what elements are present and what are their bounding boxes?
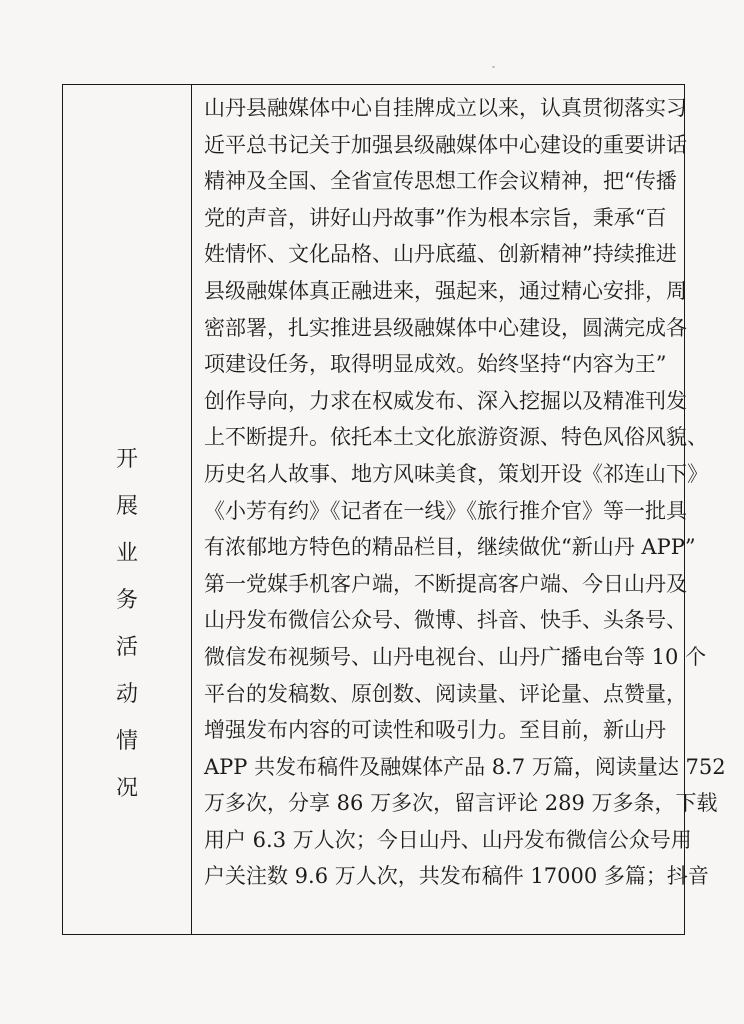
text-line: 有浓郁地方特色的精品栏目，继续做优“新山丹 APP”: [204, 535, 696, 560]
label-char: 务: [115, 588, 138, 613]
text-line: 增强发布内容的可读性和吸引力。至目前，新山丹: [204, 718, 666, 743]
text-line: 县级融媒体真正融进来，强起来，通过精心安排，周: [204, 278, 687, 303]
text-line: 《小芳有约》《记者在一线》《旅行推介官》等一批具: [204, 498, 687, 523]
text-line: 近平总书记关于加强县级融媒体中心建设的重要讲话: [204, 132, 687, 157]
row-label-vertical: [63, 449, 191, 825]
text-line: 第一党媒手机客户端，不断提高客户端、今日山丹及: [204, 571, 687, 596]
label-char: 活: [115, 635, 138, 660]
label-char: 展: [115, 494, 138, 519]
text-line: 平台的发稿数、原创数、阅读量、评论量、点赞量，: [204, 681, 687, 706]
label-char: 情: [115, 729, 138, 754]
text-line: 历史名人故事、地方风味美食，策划开设《祁连山下》: [204, 461, 708, 486]
text-line: 户关注数 9.6 万人次，共发布稿件 17000 多篇；抖音: [204, 864, 709, 889]
label-char: 业: [115, 541, 138, 566]
form-table: [62, 84, 726, 935]
label-char: 动: [115, 682, 138, 707]
content-cell: [192, 85, 726, 934]
scan-speck: [492, 66, 495, 68]
text-line: 用户 6.3 万人次；今日山丹、山丹发布微信公众号用: [204, 827, 692, 852]
label-char: 况: [115, 776, 138, 801]
body-paragraph: [204, 90, 726, 895]
text-line: 微信发布视频号、山丹电视台、山丹广播电台等 10 个: [204, 644, 707, 669]
text-line: 项建设任务，取得明显成效。始终坚持“内容为王”: [204, 352, 667, 377]
text-line: APP 共发布稿件及融媒体产品 8.7 万篇，阅读量达 752: [204, 754, 726, 779]
text-line: 上不断提升。依托本土文化旅游资源、特色风俗风貌、: [204, 425, 708, 450]
label-cell: [63, 85, 192, 934]
text-line: 山丹县融媒体中心自挂牌成立以来，认真贯彻落实习: [204, 96, 687, 120]
text-line: 密部署，扎实推进县级融媒体中心建设，圆满完成各: [204, 315, 687, 340]
label-char: 开: [115, 447, 138, 472]
text-line: 党的声音，讲好山丹故事”作为根本宗旨，秉承“百: [204, 205, 667, 230]
text-line: 万多次，分享 86 万多次，留言评论 289 万多条，下载: [204, 791, 718, 816]
text-line: 创作导向，力求在权威发布、深入挖掘以及精准刊发: [204, 388, 687, 413]
text-line: 姓情怀、文化品格、山丹底蕴、创新精神”持续推进: [204, 242, 677, 267]
text-line: 精神及全国、全省宣传思想工作会议精神，把“传播: [204, 169, 677, 194]
text-line: 山丹发布微信公众号、微博、抖音、快手、头条号、: [204, 608, 687, 633]
